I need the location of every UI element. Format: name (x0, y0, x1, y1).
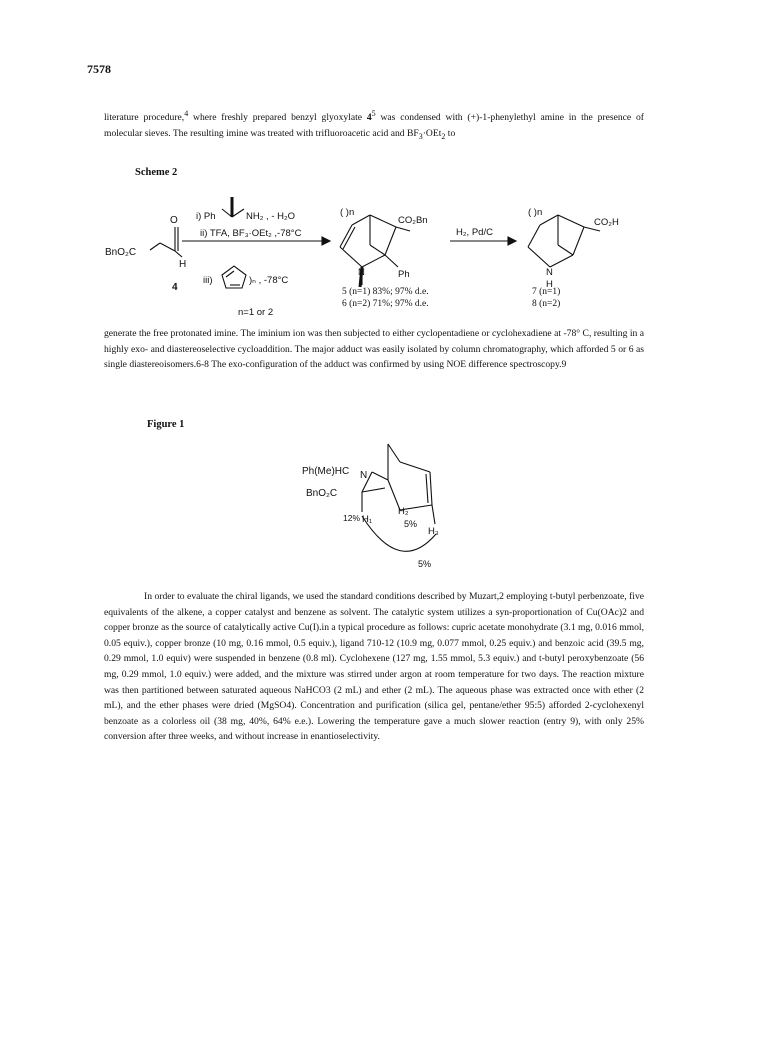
intro-ref-2: 5 (371, 109, 376, 118)
scheme-heading: Scheme 2 (135, 167, 178, 178)
intro-text-4: ·OEt (422, 127, 442, 139)
oxygen-label: O (170, 215, 178, 226)
figure-1-graphic (0, 430, 768, 580)
noe-5-second-label: 5% (418, 559, 432, 569)
paragraph-3-text: In order to evaluate the chiral ligands, we used the standard conditions described by Muzart,2 employing t-butyl perbenzoate, five equivalents of the alkene, a copper catalyst and benzene as solvent. The catalytic system utilizes a syn-proportionation of Cu(OAc)2 and copper bronze as the source of catalytically active Cu(I).in a typical procedure as follows: cupric acetate monohydrate (3.1 mg, 0.016 mmol, 0.05 equiv.), copper bronze (10 mg, 0.16 mmol, 0.5 equiv.), ligand 710-12 (10.9 mg, 0.077 mmol, 0.25 equiv.) and benzoic acid (39.5 mg, 0.29 mmol, 1.0 equiv) were suspended in benzene (0.8 ml). Cyclohexene (127 mg, 1.55 mmol, 5.3 equiv.) and t-butyl peroxybenzoate (56 mg, 0.29 mmol, 1.0 equiv.) were added, and the mixture was stirred under argon at room temperature for two days. The reaction mixture was then partitioned between saturated aqueous NaHCO3 (2 mL) and ether (2 mL). The aqueous phase was extracted once with ether (2 mL), and the ether phases were dried (MgSO4). Concentration and purification (silica gel, pentane/ether 95:5) afforded 2-cyclohexenyl benzoate as a colorless oil (38 mg, 40%, 64% e.e.). Lowering the temperature gave a much slower reaction (entry 9), with only 25% conversion after three weeks, and without increase in enantioselectivity. (104, 591, 644, 743)
condition-1-prefix: i) Ph (196, 211, 216, 222)
h1-label: H₁ (362, 514, 373, 525)
figure-ester-label: BnO₂C (306, 488, 338, 499)
product-6-yield: 6 (n=2) 71%; 97% d.e. (342, 299, 429, 309)
page-number: 7578 (87, 62, 111, 76)
h3-label: H₃ (428, 526, 439, 537)
phenyl-label: Ph (398, 269, 410, 280)
intro-sub-3: 3 (418, 131, 423, 141)
amine-h-label: H (546, 279, 553, 290)
figure-heading: Figure 1 (147, 419, 185, 430)
scheme-2-graphic (0, 185, 768, 345)
ring-size-label: ( )n (340, 207, 355, 218)
n-values-label: n=1 or 2 (238, 307, 274, 318)
intro-sub-2: 2 (441, 131, 446, 141)
intro-compound: 4 (366, 112, 372, 124)
product-8-label: 8 (n=2) (532, 299, 561, 309)
intro-text-5: to (445, 127, 456, 139)
aldehyde-h-label: H (179, 259, 187, 270)
product-7-label: 7 (n=1) (532, 287, 561, 297)
figure-nitrogen-label: N (360, 470, 368, 481)
reactant-ester-label: BnO₂C (105, 247, 137, 258)
condition-2: ii) TFA, BF₃·OEt₂ ,-78°C (200, 228, 302, 239)
intro-text-2: where freshly prepared benzyl glyoxylate (188, 112, 367, 124)
intro-text-3: was condensed with (+)-1-phenylethyl amine in the presence of molecular sieves. The resulting imine was treated with trifluoroacetic acid and BF (104, 112, 644, 139)
ester-label: CO₂Bn (398, 215, 428, 226)
condition-1-amine: NH₂ , - H₂O (246, 211, 296, 222)
condition-3-prefix: iii) (203, 275, 213, 286)
paragraph-3 (104, 589, 644, 745)
intro-paragraph (104, 106, 644, 144)
condition-3-suffix: )ₙ , -78°C (249, 275, 289, 286)
product-ring-size-label: ( )n (528, 207, 543, 218)
noe-12-label: 12% (343, 513, 361, 523)
hydrogenation-conditions: H₂, Pd/C (456, 227, 493, 238)
product-5-yield: 5 (n=1) 83%; 97% d.e. (342, 287, 429, 297)
noe-5-first-label: 5% (404, 519, 418, 529)
compound-4-label: 4 (172, 282, 178, 293)
h2-label: H₂ (398, 506, 409, 517)
nitrogen-label: N (358, 267, 365, 278)
substituent-label: Ph(Me)HC (302, 466, 350, 477)
intro-ref-1: 4 (184, 109, 189, 118)
acid-label: CO₂H (594, 217, 619, 228)
intro-text-1: literature procedure, (104, 112, 185, 124)
amine-n-label: N (546, 267, 553, 278)
paragraph-2: generate the free protonated imine. The iminium ion was then subjected to either cyclopentadiene or cyclohexadiene at -78° C, resulting in a highly exo- and diastereoselective cycloaddition. The major adduct was easily isolated by column chromatography, which afforded 5 or 6 as single diastereoisomers.6-8 The exo-configuration of the adduct was confirmed by using NOE difference spectroscopy.9 (104, 328, 644, 371)
